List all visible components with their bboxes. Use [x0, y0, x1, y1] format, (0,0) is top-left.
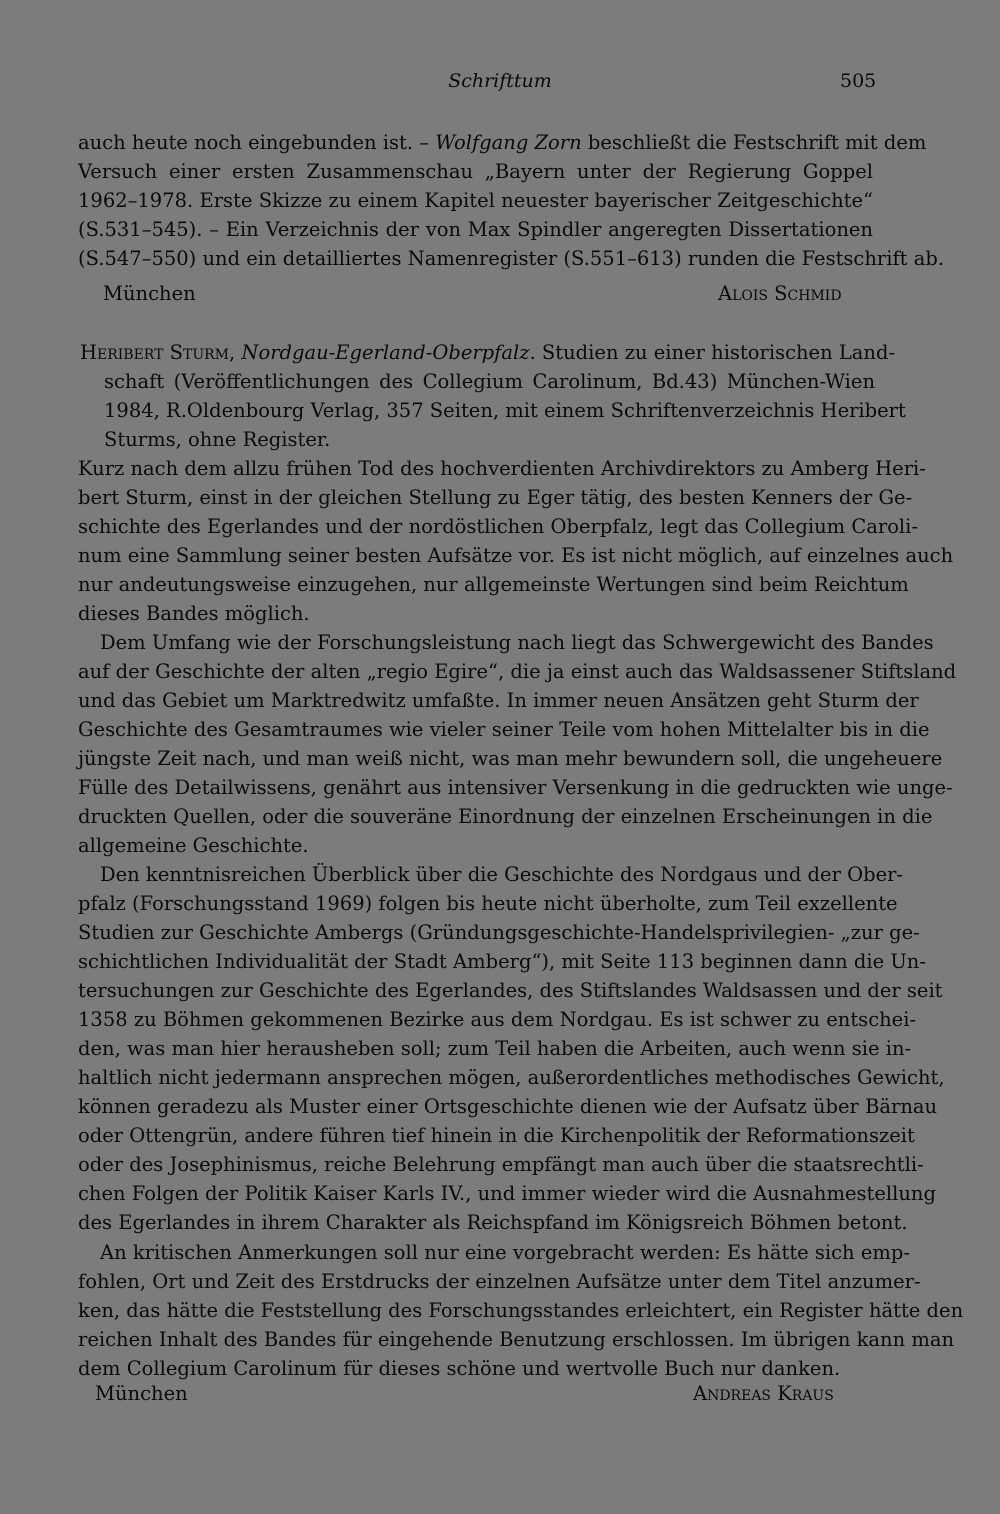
text-line: und das Gebiet um Marktredwitz umfaßte. In immer neuen Ansätzen geht Sturm der — [78, 689, 919, 712]
text-line: nur andeutungsweise einzugehen, nur allgemeinste Wertungen sind beim Reichtum — [78, 573, 909, 596]
text-line: Versuch einer ersten Zusammenschau „Bayern unter der Regierung Goppel — [78, 160, 873, 183]
text-line: auf der Geschichte der alten „regio Egire“, die ja einst auch das Waldsassener Stiftsland — [78, 660, 957, 683]
text-line: Kurz nach dem allzu frühen Tod des hochverdienten Archivdirektors zu Amberg Heri- — [78, 457, 926, 480]
text-line: 1358 zu Böhmen gekommenen Bezirke aus dem Nordgau. Es ist schwer zu entschei- — [78, 1008, 917, 1031]
text-line: oder Ottengrün, andere führen tief hinein in die Kirchenpolitik der Reformationszeit — [78, 1124, 915, 1147]
previous-review-ending — [78, 128, 945, 273]
review1-place: München — [103, 282, 196, 305]
text-line: Fülle des Detailwissens, genährt aus intensiver Versenkung in die gedruckten wie unge- — [78, 776, 953, 799]
text-span: auch heute noch eingebunden ist. – — [78, 131, 436, 154]
text-line: An kritischen Anmerkungen soll nur eine vorgebracht werden: Es hätte sich emp- — [100, 1241, 910, 1264]
text-line: schichtlichen Individualität der Stadt Amberg“), mit Seite 113 beginnen dann die Un- — [78, 950, 926, 973]
review-paragraph-2 — [78, 628, 957, 860]
text-line: 1962–1978. Erste Skizze zu einem Kapitel neuester bayerischer Zeitgeschichte“ — [78, 189, 873, 212]
text-line: allgemeine Geschichte. — [78, 834, 309, 857]
text-line: tersuchungen zur Geschichte des Egerlandes, des Stiftslandes Waldsassen und der seit — [78, 979, 943, 1002]
text-line: den, was man hier herausheben soll; zum Teil haben die Arbeiten, auch wenn sie in- — [78, 1037, 912, 1060]
text-line: dem Collegium Carolinum für dieses schöne und wertvolle Buch nur danken. — [78, 1357, 841, 1380]
entry-author: Heribert Sturm, — [80, 341, 236, 364]
review-paragraph-3 — [78, 860, 945, 1237]
text-line — [78, 128, 927, 157]
entry-line: schaft (Veröffentlichungen des Collegium Carolinum, Bd.43) München-Wien — [104, 370, 875, 393]
text-line: schichte des Egerlandes und der nordöstlichen Oberpfalz, legt das Collegium Caroli- — [78, 515, 918, 538]
text-line: pfalz (Forschungsstand 1969) folgen bis heute nicht überholte, zum Teil exzellente — [78, 892, 898, 915]
text-line: dieses Bandes möglich. — [78, 602, 310, 625]
entry-line — [80, 338, 896, 367]
review1-author: Alois Schmid — [718, 282, 842, 305]
text-line: jüngste Zeit nach, und man weiß nicht, was man mehr bewundern soll, die ungeheuere — [78, 747, 943, 770]
text-line: haltlich nicht jedermann ansprechen mögen, außerordentliches methodisches Gewicht, — [78, 1066, 945, 1089]
text-line: chen Folgen der Politik Kaiser Karls IV., und immer wieder wird die Ausnahmestellung — [78, 1182, 936, 1205]
page-number: 505 — [840, 70, 877, 92]
review-paragraph-4 — [78, 1238, 964, 1383]
entry-title: Nordgau-Egerland-Oberpfalz. — [241, 341, 536, 364]
entry-text: Studien zu einer historischen Land- — [535, 341, 896, 364]
text-line: reichen Inhalt des Bandes für eingehende Benutzung erschlossen. Im übrigen kann man — [78, 1328, 955, 1351]
text-line: Den kenntnisreichen Überblick über die Geschichte des Nordgaus und der Ober- — [100, 863, 904, 886]
entry-line: 1984, R.Oldenbourg Verlag, 357 Seiten, mit einem Schriftenverzeichnis Heribert — [104, 399, 906, 422]
review2-author: Andreas Kraus — [693, 1382, 834, 1405]
text-line: (S.531–545). – Ein Verzeichnis der von Max Spindler angeregten Dissertationen — [78, 218, 873, 241]
text-line: Dem Umfang wie der Forschungsleistung nach liegt das Schwergewicht des Bandes — [100, 631, 934, 654]
text-line: num eine Sammlung seiner besten Aufsätze vor. Es ist nicht möglich, auf einzelnes auch — [78, 544, 954, 567]
text-line: druckten Quellen, oder die souveräne Einordnung der einzelnen Erscheinungen in die — [78, 805, 933, 828]
person-name: Wolfgang Zorn — [435, 131, 582, 154]
entry-line: Sturms, ohne Register. — [104, 428, 331, 451]
text-line: des Egerlandes in ihrem Charakter als Reichspfand im Königsreich Böhmen betont. — [78, 1211, 908, 1234]
text-line: ken, das hätte die Feststellung des Forschungsstandes erleichtert, ein Register hätte den — [78, 1299, 964, 1322]
page-header-title: Schrifttum — [448, 70, 552, 92]
text-line: Studien zur Geschichte Ambergs (Gründungsgeschichte-Handelsprivilegien- „zur ge- — [78, 921, 920, 944]
text-line: Geschichte des Gesamtraumes wie vieler seiner Teile vom hohen Mittelalter bis in die — [78, 718, 930, 741]
review2-place: München — [95, 1382, 188, 1405]
review-paragraph-1 — [78, 454, 954, 628]
text-line: bert Sturm, einst in der gleichen Stellung zu Eger tätig, des besten Kenners der Ge- — [78, 486, 913, 509]
text-span: beschließt die Festschrift mit dem — [581, 131, 927, 154]
bibliographic-entry — [80, 338, 906, 454]
text-line: können geradezu als Muster einer Ortsgeschichte dienen wie der Aufsatz über Bärnau — [78, 1095, 938, 1118]
text-line: (S.547–550) und ein detailliertes Namenregister (S.551–613) runden die Festschrift ab. — [78, 247, 945, 270]
text-line: oder des Josephinismus, reiche Belehrung empfängt man auch über die staatsrechtli- — [78, 1153, 924, 1176]
text-line: fohlen, Ort und Zeit des Erstdrucks der einzelnen Aufsätze unter dem Titel anzumer- — [78, 1270, 921, 1293]
